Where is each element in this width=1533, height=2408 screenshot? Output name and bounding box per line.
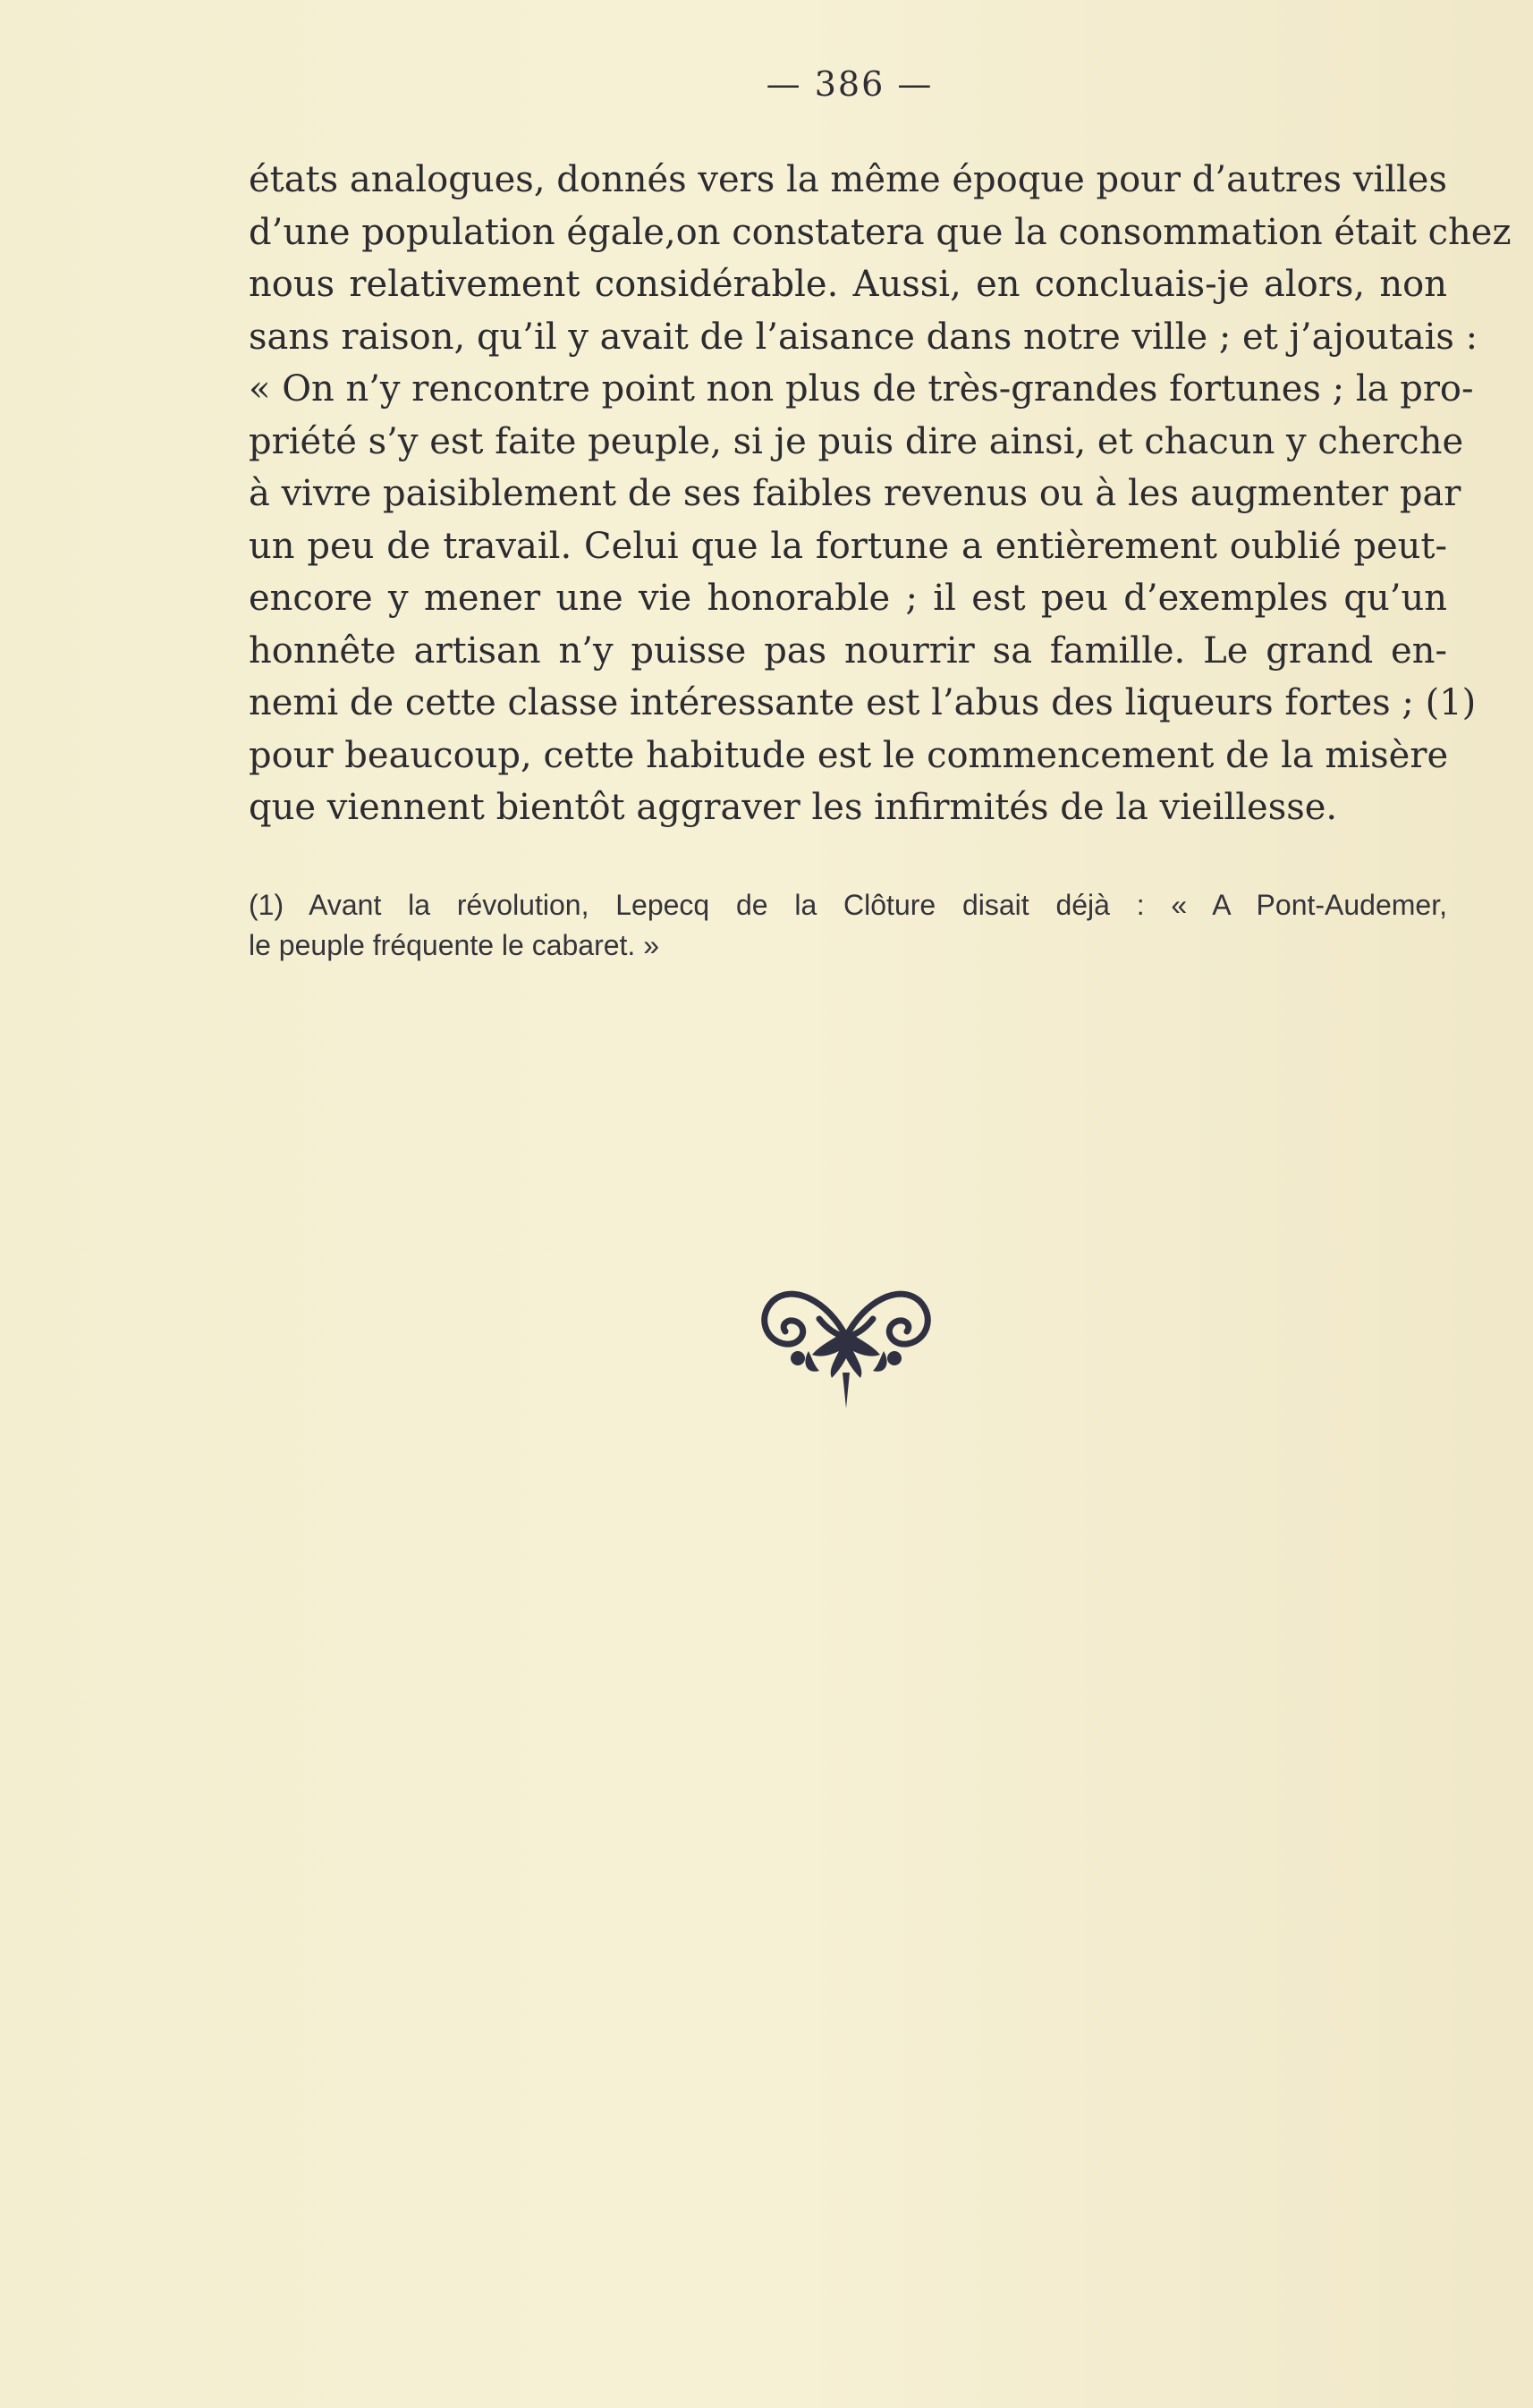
body-line: priété s’y est faite peuple, si je puis dire ainsi, et chacun y cherche: [249, 420, 1464, 462]
body-line: « On n’y rencontre point non plus de très-grandes fortunes ; la pro-: [249, 368, 1474, 410]
body-paragraph: [249, 154, 1512, 834]
footnote-line: (1) Avant la révolution, Lepecq de la Clôture disait déjà : « A Pont-Audemer,: [249, 889, 1447, 921]
page-number: — 386 —: [766, 64, 934, 104]
body-line: encore y mener une vie honorable ; il est peu d’exemples qu’un: [249, 578, 1447, 619]
body-line: états analogues, donnés vers la même époque pour d’autres villes: [249, 159, 1447, 200]
body-line: un peu de travail. Celui que la fortune a entièrement oublié peut-: [249, 525, 1447, 567]
body-line: nemi de cette classe intéressante est l’abus des liqueurs fortes ; (1): [249, 682, 1477, 723]
body-line: sans raison, qu’il y avait de l’aisance dans notre ville ; et j’ajoutais :: [249, 316, 1478, 358]
body-line: pour beaucoup, cette habitude est le commencement de la misère: [249, 734, 1449, 776]
fleuron-ornament-icon: [757, 1265, 936, 1413]
body-line: à vivre paisiblement de ses faibles revenus ou à les augmenter par: [249, 473, 1461, 514]
body-line: nous relativement considérable. Aussi, en concluais-je alors, non: [249, 264, 1447, 305]
body-line: d’une population égale,on constatera que la consommation était chez: [249, 211, 1512, 253]
footnote-line: le peuple fréquente le cabaret. »: [249, 929, 659, 961]
footnote: [249, 885, 1447, 966]
body-line: honnête artisan n’y puisse pas nourrir sa famille. Le grand en-: [249, 629, 1447, 672]
body-line: que viennent bientôt aggraver les infirmités de la vieillesse.: [249, 787, 1338, 828]
